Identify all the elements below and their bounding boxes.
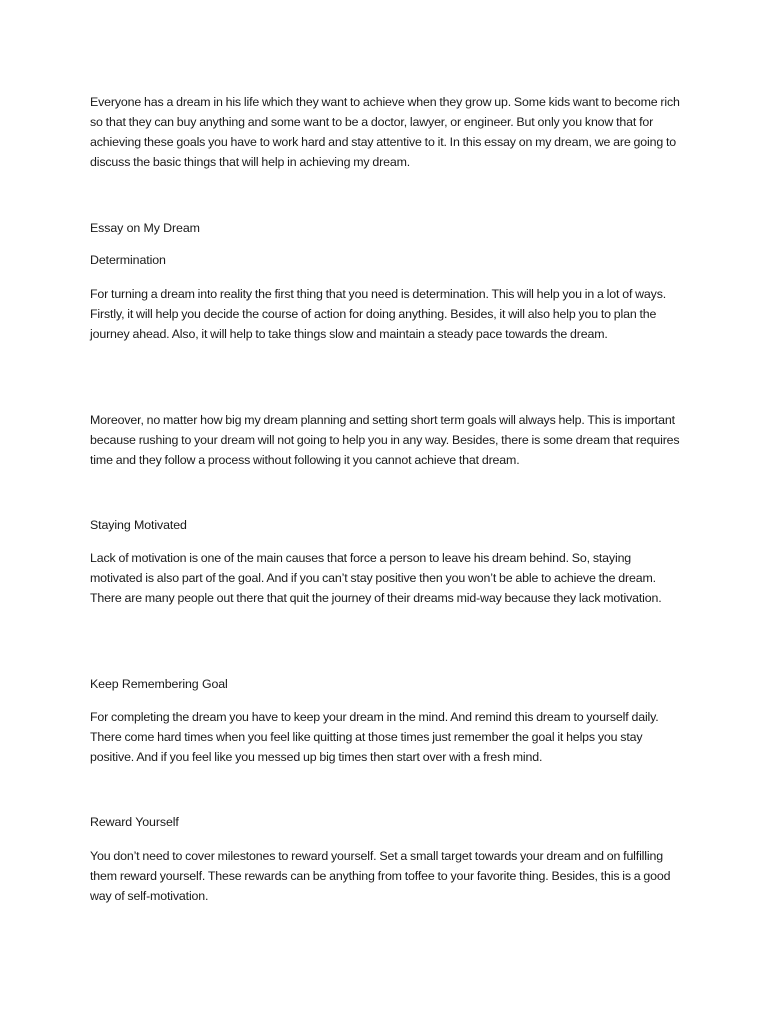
determination-paragraph-1: For turning a dream into reality the first thing that you need is determination. This will help you in a lot of ways. Firstly, it will help you decide the course of action for doing anything. Besides, it will also help you to plan the journey ahead. Also, it will help to take things slow and maintain a steady pace towards the dream. <box>90 287 667 341</box>
section-heading-staying-motivated: Staying Motivated <box>90 518 187 532</box>
section-heading-determination: Determination <box>90 253 166 267</box>
essay-title: Essay on My Dream <box>90 221 200 235</box>
reward-yourself-paragraph: You don’t need to cover milestones to reward yourself. Set a small target towards your dream and on fulfilling them reward yourself. These rewards can be anything from toffee to your favorite thing. Besides, this is a good way of self-motivation. <box>90 849 671 903</box>
section-heading-keep-remembering-goal: Keep Remembering Goal <box>90 677 228 691</box>
intro-paragraph: Everyone has a dream in his life which they want to achieve when they grow up. Some kids want to become rich so that they can buy anything and some want to be a doctor, lawyer, or engineer. But only you know that for achieving these goals you have to work hard and stay attentive to it. In this essay on my dream, we are going to discuss the basic things that will help in achieving my dream. <box>90 95 680 169</box>
determination-paragraph-2: Moreover, no matter how big my dream planning and setting short term goals will always help. This is important because rushing to your dream will not going to help you in any way. Besides, there is some dream that requires time and they follow a process without following it you cannot achieve that dream. <box>90 413 680 467</box>
staying-motivated-paragraph: Lack of motivation is one of the main causes that force a person to leave his dream behind. So, staying motivated is also part of the goal. And if you can’t stay positive then you won’t be able to achieve the dream. There are many people out there that quit the journey of their dreams mid-way because they lack motivation. <box>90 551 662 605</box>
section-heading-reward-yourself: Reward Yourself <box>90 815 179 829</box>
keep-remembering-goal-paragraph: For completing the dream you have to keep your dream in the mind. And remind this dream to yourself daily. There come hard times when you feel like quitting at those times just remember the goal it helps you stay positive. And if you feel like you messed up big times then start over with a fresh mind. <box>90 710 659 764</box>
